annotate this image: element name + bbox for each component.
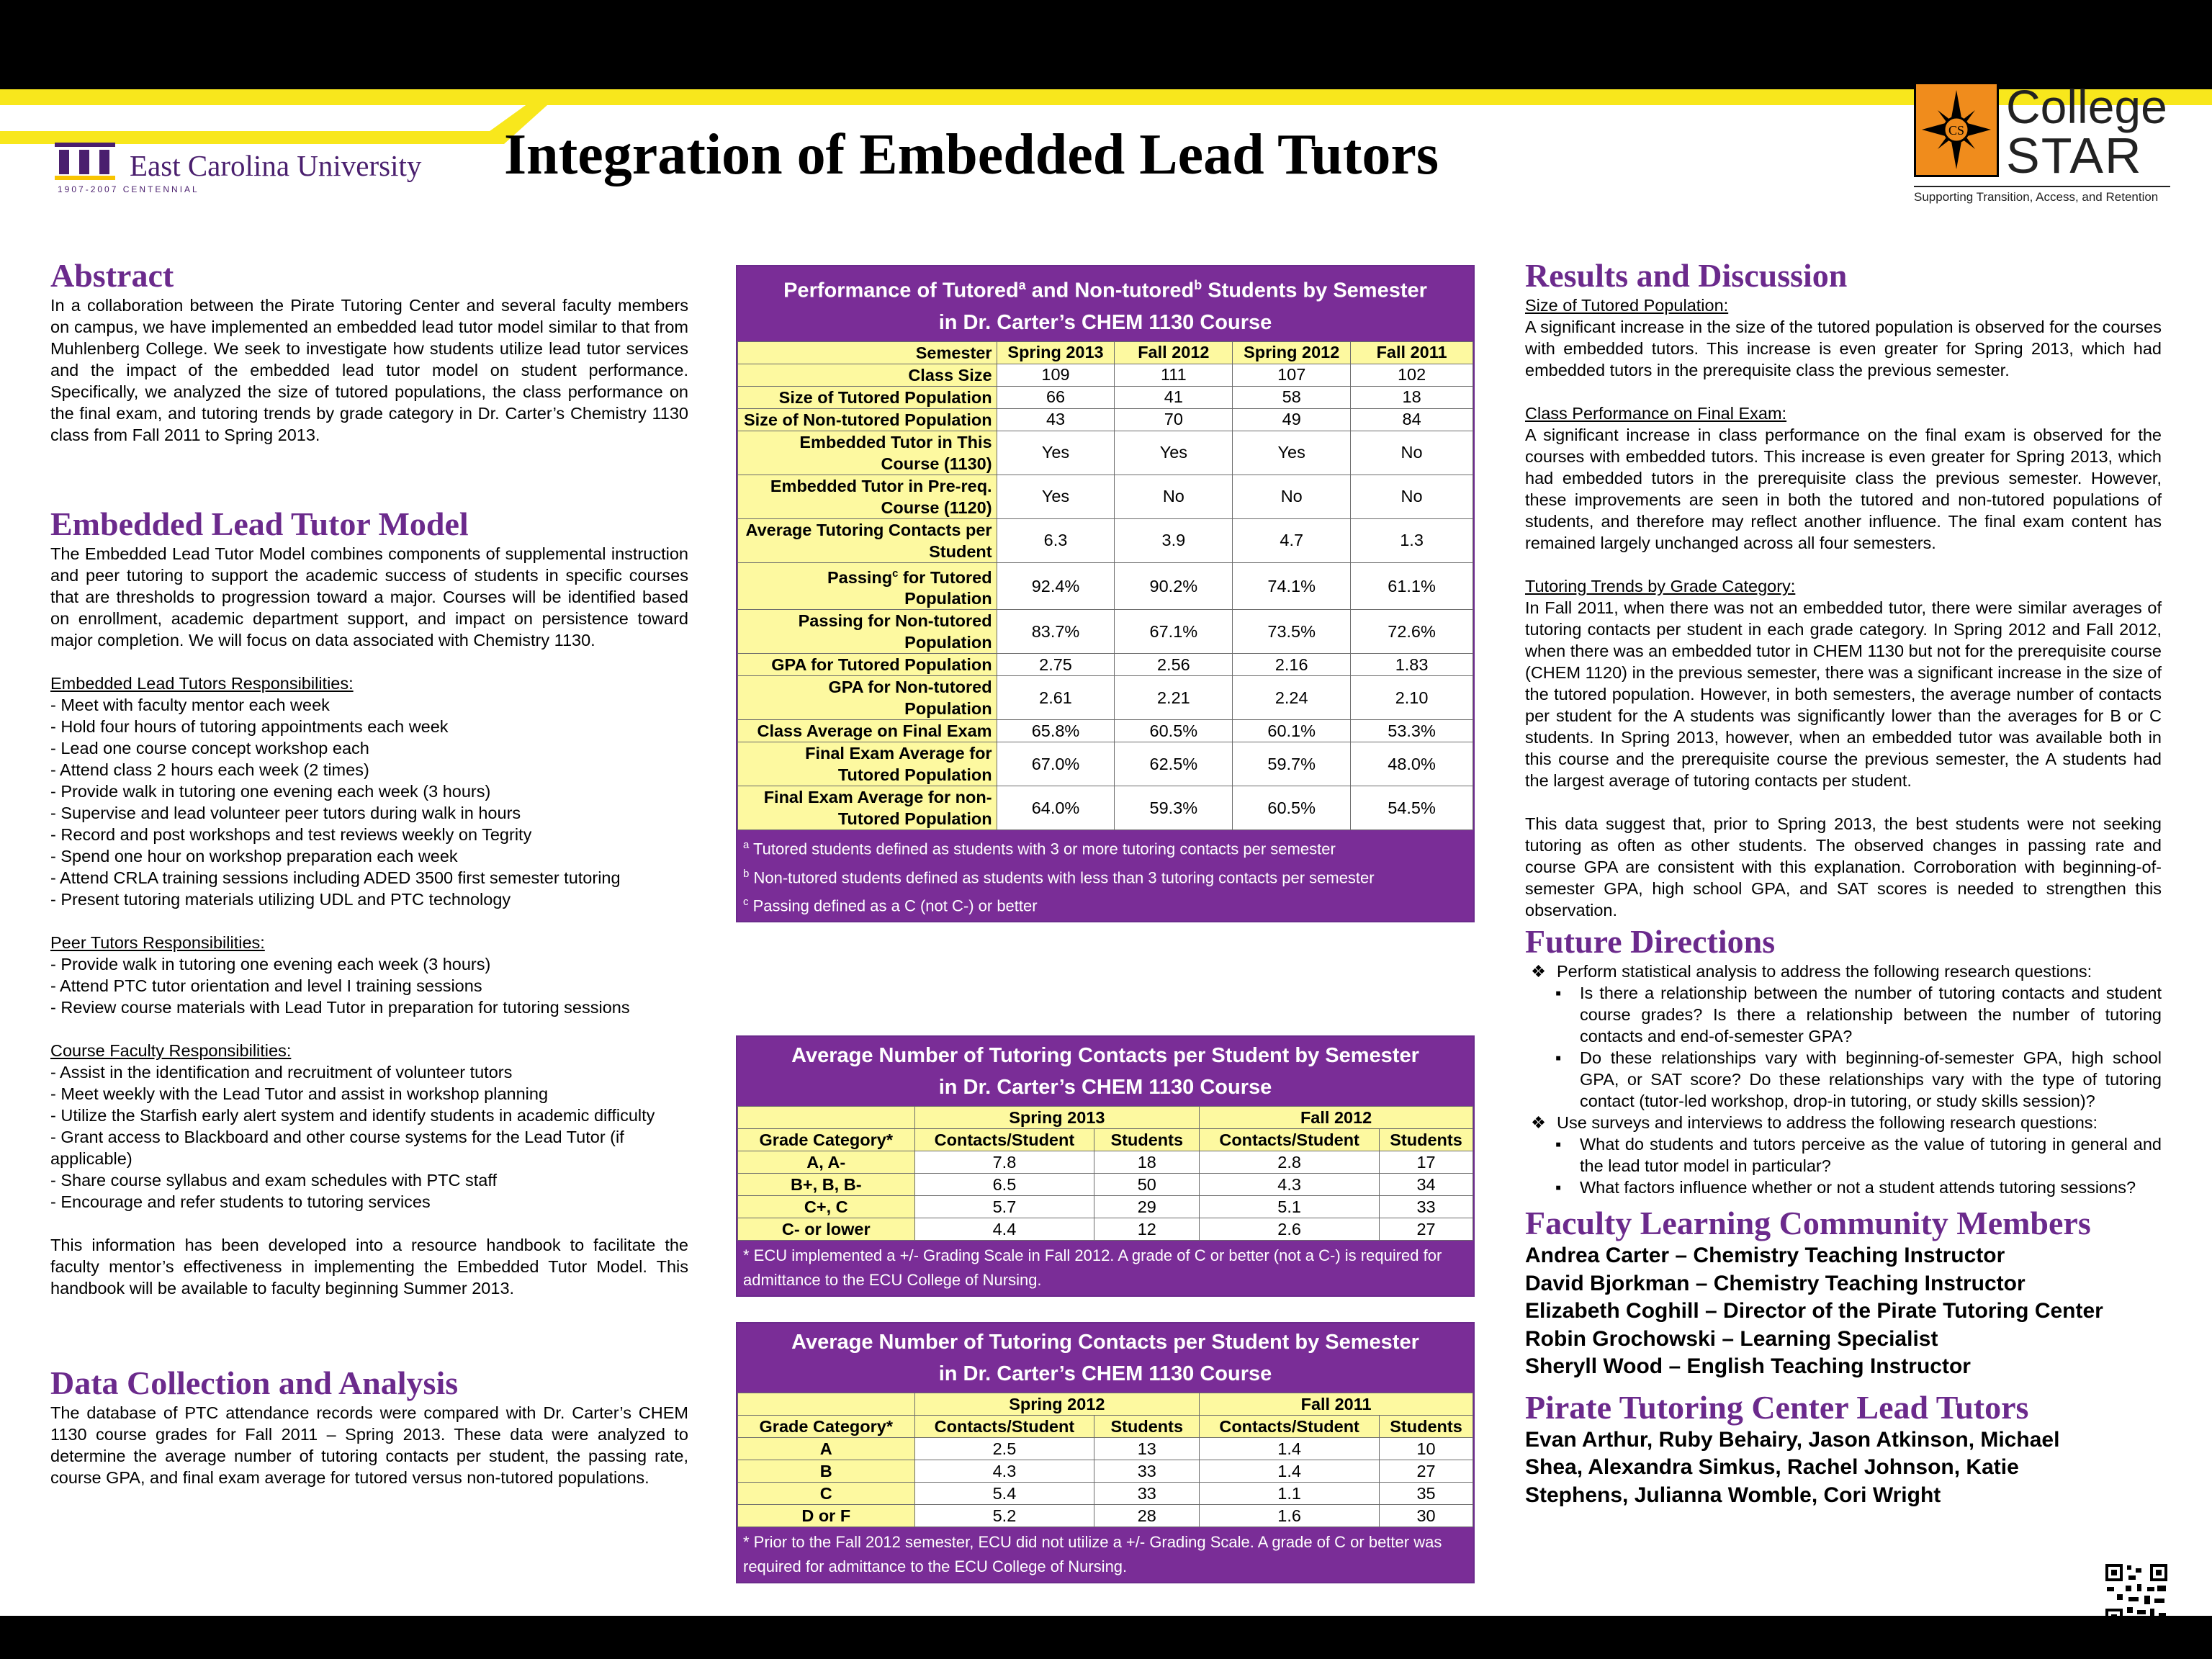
- table-row: [738, 431, 1473, 475]
- table-cell: 72.6%: [1351, 610, 1473, 654]
- footnote: $^b$ Non-tutored students defined as students with less than 3 tutoring contacts per semester: [743, 867, 1375, 887]
- row-label: Passing for Non-tutored Population: [738, 610, 997, 654]
- list-item: - Hold four hours of tutoring appointments each week: [50, 717, 449, 736]
- table-cell: 60.5%: [1233, 786, 1351, 830]
- table-cell: 60.1%: [1233, 720, 1351, 742]
- table-cell: 13: [1094, 1438, 1200, 1460]
- performance-table: [736, 265, 1475, 922]
- table-cell: 34: [1380, 1174, 1473, 1196]
- table-cell: 3.9: [1115, 518, 1233, 562]
- row-label: GPA for Tutored Population: [738, 654, 997, 676]
- table-cell: 2.61: [997, 676, 1115, 720]
- list-item: - Spend one hour on workshop preparation each week: [50, 847, 458, 866]
- subheader-row: [738, 1129, 1473, 1151]
- left-column: [50, 256, 688, 1488]
- semester-row: [738, 1393, 1473, 1416]
- table-cell: No: [1351, 475, 1473, 518]
- row-label: D or F: [738, 1505, 915, 1527]
- results-text-size: A significant increase in the size of the tutored population is observed for the courses with embedded tutors. This increase is even greater for Spring 2013, which had embedded tutors in the prerequisite class the previous semester.: [1525, 318, 2162, 379]
- header-cell: Grade Category*: [738, 1129, 915, 1151]
- row-label: Embedded Tutor in Pre-req. Course (1120): [738, 475, 997, 518]
- lead-tutors-title: Pirate Tutoring Center Lead Tutors: [1525, 1388, 2029, 1426]
- table-cell: 90.2%: [1115, 562, 1233, 610]
- header-cell: Semester: [738, 341, 997, 364]
- table-cell: 74.1%: [1233, 562, 1351, 610]
- square-bullet-icon: ▪: [1555, 1178, 1562, 1197]
- table-row: [738, 475, 1473, 518]
- list-item: - Supervise and lead volunteer peer tutors during walk in hours: [50, 804, 521, 822]
- row-label: Class Size: [738, 364, 997, 386]
- table-row: [738, 1483, 1473, 1505]
- ecu-name: East Carolina University: [130, 149, 422, 182]
- header-cell: Spring 2013: [997, 341, 1115, 364]
- table-cell: 2.5: [914, 1438, 1094, 1460]
- model-title: Embedded Lead Tutor Model: [50, 505, 469, 542]
- footnote: $^a$ Tutored students defined as students with 3 or more tutoring contacts per semester: [743, 839, 1336, 858]
- list-item: - Provide walk in tutoring one evening each week (3 hours): [50, 782, 491, 801]
- college-star-badge: [1914, 82, 1999, 177]
- table-cell: 27: [1380, 1218, 1473, 1241]
- college-star-word1: College: [2006, 80, 2167, 133]
- list-item: - Utilize the Starfish early alert system and identify students in academic difficulty: [50, 1106, 655, 1125]
- row-label: Size of Non-tutored Population: [738, 408, 997, 431]
- table-cell: 41: [1115, 386, 1233, 408]
- table-cell: 5.1: [1200, 1196, 1380, 1218]
- table-cell: 10: [1380, 1438, 1473, 1460]
- list-item: - Encourage and refer students to tutoring services: [50, 1192, 431, 1211]
- table-cell: 1.4: [1200, 1438, 1380, 1460]
- row-label: Embedded Tutor in This Course (1130): [738, 431, 997, 475]
- table-cell: 4.3: [1200, 1174, 1380, 1196]
- table-row: [738, 610, 1473, 654]
- footnote: $^c$ Passing defined as a C (not C-) or better: [743, 896, 1038, 915]
- results-text-conclusion: This data suggest that, prior to Spring 2013, the best students were not seeking tutoring as often as other students. The observed changes in passing rate and course GPA are consistent with this explanation. Corroboration with beginning-of-semester GPA, high school GPA, and SAT scores is needed to strengthen this observation.: [1525, 814, 2162, 920]
- table-cell: 73.5%: [1233, 610, 1351, 654]
- table-cell: 65.8%: [997, 720, 1115, 742]
- table-row: [738, 1505, 1473, 1527]
- table-cell: 5.2: [914, 1505, 1094, 1527]
- table-cell: 1.6: [1200, 1505, 1380, 1527]
- table-cell: 111: [1115, 364, 1233, 386]
- list-item: - Attend CRLA training sessions including ADED 3500 first semester tutoring: [50, 868, 621, 887]
- list-item: ❖ Use surveys and interviews to address the following research questions:: [1531, 1113, 2098, 1132]
- table-cell: 33: [1094, 1460, 1200, 1483]
- list-item: ▪ What do students and tutors perceive as the value of tutoring in general and the lead tutor model in particular?: [1555, 1135, 2162, 1175]
- table-row: [738, 364, 1473, 386]
- subheader-row: [738, 1416, 1473, 1438]
- table-cell: No: [1351, 431, 1473, 475]
- table-cell: 1.3: [1351, 518, 1473, 562]
- faculty-resp-list: [50, 1061, 688, 1213]
- table-cell: 2.21: [1115, 676, 1233, 720]
- table-cell: 5.7: [914, 1196, 1094, 1218]
- table-row: [738, 1438, 1473, 1460]
- row-label: GPA for Non-tutored Population: [738, 676, 997, 720]
- table-cell: Yes: [1115, 431, 1233, 475]
- peer-resp-heading: Peer Tutors Responsibilities:: [50, 933, 265, 952]
- contacts-table-2012-title: Average Number of Tutoring Contacts per Student by Semester in Dr. Carter’s CHEM 1130 Course: [737, 1323, 1473, 1393]
- header-cell: Grade Category*: [738, 1416, 915, 1438]
- table-row: [738, 518, 1473, 562]
- row-label: Passing$^c$ for Tutored Population: [738, 562, 997, 610]
- table-cell: 17: [1380, 1151, 1473, 1174]
- right-column: [1525, 256, 2162, 1509]
- abstract-text: In a collaboration between the Pirate Tutoring Center and several faculty members on campus, we have implemented an embedded lead tutor model similar to that from Muhlenberg College. We seek to investigate how students utilize lead tutor services and the impact of the embedded lead tutor model on student performance. Specifically, we analyzed the size of tutored populations, the class performance on the final exam, and tutoring trends by grade category in Dr. Carter’s Chemistry 1130 class from Fall 2011 to Spring 2013.: [50, 296, 688, 444]
- faculty-title: Faculty Learning Community Members: [1525, 1205, 2091, 1241]
- table-cell: No: [1115, 475, 1233, 518]
- table-cell: 54.5%: [1351, 786, 1473, 830]
- table-row: [738, 562, 1473, 610]
- table-cell: 2.75: [997, 654, 1115, 676]
- header-cell: Spring 2012: [1233, 341, 1351, 364]
- ecu-centennial: 1907-2007 CENTENNIAL: [58, 184, 199, 194]
- performance-table-footnotes: [737, 830, 1473, 921]
- square-bullet-icon: ▪: [1555, 984, 1562, 1002]
- row-label: Average Tutoring Contacts per Student: [738, 518, 997, 562]
- table-cell: 2.6: [1200, 1218, 1380, 1241]
- row-label: B: [738, 1460, 915, 1483]
- contacts-table-2012-footnote: * Prior to the Fall 2012 semester, ECU did not utilize a +/- Grading Scale. A grade of C or better was required for admittance to the ECU College of Nursing.: [737, 1527, 1473, 1582]
- results-text-exam: A significant increase in class performance on the final exam is observed for the courses with embedded tutors. This increase is even greater for Spring 2013, which had embedded tutors in the prerequisite class the previous semester. However, these improvements are seen in both the tutored and non-tutored populations of students, and therefore may reflect another influence. The final exam content has remained largely unchanged across all four semesters.: [1525, 426, 2162, 552]
- table-cell: 1.4: [1200, 1460, 1380, 1483]
- list-item: ▪ Is there a relationship between the number of tutoring contacts and student course grades? Is there a relationship between the number of tutoring contacts and end-of-semester GPA?: [1555, 984, 2162, 1046]
- list-item: - Present tutoring materials utilizing UDL and PTC technology: [50, 890, 511, 909]
- header-cell: Students: [1380, 1416, 1473, 1438]
- list-item: ❖ Perform statistical analysis to address the following research questions:: [1531, 962, 2092, 981]
- table-cell: 33: [1094, 1483, 1200, 1505]
- list-item: - Provide walk in tutoring one evening each week (3 hours): [50, 955, 491, 974]
- tutor-line: Evan Arthur, Ruby Behairy, Jason Atkinson, Michael: [1525, 1427, 2060, 1452]
- square-bullet-icon: ▪: [1555, 1048, 1562, 1067]
- table-cell: 83.7%: [997, 610, 1115, 654]
- table-row: [738, 676, 1473, 720]
- list-item: - Share course syllabus and exam schedules with PTC staff: [50, 1171, 497, 1190]
- table-cell: 27: [1380, 1460, 1473, 1483]
- table-cell: 6.5: [914, 1174, 1094, 1196]
- table-cell: 28: [1094, 1505, 1200, 1527]
- table-row: [738, 1151, 1473, 1174]
- list-item: - Lead one course concept workshop each: [50, 739, 369, 757]
- table-cell: 64.0%: [997, 786, 1115, 830]
- table-cell: Yes: [1233, 431, 1351, 475]
- header-cell: Students: [1380, 1129, 1473, 1151]
- results-title: Results and Discussion: [1525, 257, 1848, 294]
- row-label: Final Exam Average for Tutored Population: [738, 742, 997, 786]
- list-item: - Grant access to Blackboard and other course systems for the Lead Tutor (if applicable): [50, 1128, 624, 1168]
- table-cell: 48.0%: [1351, 742, 1473, 786]
- performance-table-title: Performance of Tutored$^a$ and Non-tutored$^b$ Students by Semester in Dr. Carter’s CHEM 1130 Course: [737, 266, 1473, 341]
- peer-resp-list: [50, 953, 688, 1018]
- faculty-resp-heading: Course Faculty Responsibilities:: [50, 1041, 292, 1060]
- table-cell: 1.1: [1200, 1483, 1380, 1505]
- page-title: Integration of Embedded Lead Tutors: [504, 123, 1439, 186]
- table-cell: 60.5%: [1115, 720, 1233, 742]
- header-cell: Contacts/Student: [914, 1416, 1094, 1438]
- table-cell: 53.3%: [1351, 720, 1473, 742]
- table-cell: 43: [997, 408, 1115, 431]
- table-cell: 70: [1115, 408, 1233, 431]
- table-cell: 5.4: [914, 1483, 1094, 1505]
- table-cell: 6.3: [997, 518, 1115, 562]
- table-cell: 67.1%: [1115, 610, 1233, 654]
- results-text-trends: In Fall 2011, when there was not an embedded tutor, there were similar averages of tutoring contacts per student in each grade category. In Spring 2012 and Fall 2012, when there was an embedded tutor in CHEM 1130 but not for the prerequisite course (CHEM 1120) in the previous semester, there was a significant increase in the size of the tutored population. However, in both semesters, the average number of contacts per student for the A students was significantly lower than the averages for B or C students. In Spring 2013, however, when an embedded tutor was available both in this course and the prerequisite course the previous semester, the A students had the largest average of tutoring contacts per student.: [1525, 598, 2162, 790]
- cs-badge-text: CS: [1948, 123, 1965, 138]
- member: Andrea Carter – Chemistry Teaching Instructor: [1525, 1244, 2005, 1267]
- table-cell: 18: [1094, 1151, 1200, 1174]
- data-collection-title: Data Collection and Analysis: [50, 1364, 459, 1401]
- table-cell: 107: [1233, 364, 1351, 386]
- semester-row: [738, 1107, 1473, 1129]
- faculty-members: [1525, 1242, 2162, 1381]
- results-heading-size: Size of Tutored Population:: [1525, 296, 1729, 315]
- tutor-line: Stephens, Julianna Womble, Cori Wright: [1525, 1483, 1941, 1507]
- bottom-black-bar: [0, 1616, 2212, 1659]
- header-cell: Contacts/Student: [914, 1129, 1094, 1151]
- table-cell: No: [1233, 475, 1351, 518]
- table-row: [738, 786, 1473, 830]
- college-star-word2: STAR: [2006, 127, 2143, 184]
- list-item: - Review course materials with Lead Tutor in preparation for tutoring sessions: [50, 998, 630, 1017]
- square-bullet-icon: ▪: [1555, 1135, 1562, 1154]
- table-cell: 102: [1351, 364, 1473, 386]
- college-star-tagline: Supporting Transition, Access, and Retention: [1914, 186, 2170, 204]
- table-cell: 59.3%: [1115, 786, 1233, 830]
- model-closing: This information has been developed into a resource handbook to facilitate the faculty mentor’s effectiveness in implementing the Embedded Tutor Model. This handbook will be available to faculty beginning Summer 2013.: [50, 1236, 688, 1298]
- table-cell: Yes: [997, 475, 1115, 518]
- data-collection-text: The database of PTC attendance records were compared with Dr. Carter’s CHEM 1130 course grades for Fall 2011 – Spring 2013. These data were analyzed to determine the average number of tutoring contacts per student, the passing rate, course GPA, and final exam average for tutored versus non-tutored populations.: [50, 1403, 688, 1487]
- semester-cell: Spring 2012: [914, 1393, 1200, 1416]
- member: Sheryll Wood – English Teaching Instructor: [1525, 1354, 1971, 1378]
- header-cell: Students: [1094, 1129, 1200, 1151]
- table-cell: 62.5%: [1115, 742, 1233, 786]
- table-cell: 67.0%: [997, 742, 1115, 786]
- table-header-row: [738, 341, 1473, 364]
- contacts-table-2013: [736, 1035, 1475, 1297]
- table-cell: 49: [1233, 408, 1351, 431]
- model-intro: The Embedded Lead Tutor Model combines components of supplemental instruction and peer tutoring to support the academic success of students in specific courses that are thresholds to progression toward a major. Courses will be identified based on enrollment, academic department support, and impact on persistence toward major completion. We will focus on data associated with Chemistry 1130.: [50, 544, 688, 649]
- row-label: Final Exam Average for non-Tutored Population: [738, 786, 997, 830]
- table-cell: 7.8: [914, 1151, 1094, 1174]
- member: Elizabeth Coghill – Director of the Pirate Tutoring Center: [1525, 1299, 2103, 1323]
- table-row: [738, 1174, 1473, 1196]
- member: Robin Grochowski – Learning Specialist: [1525, 1326, 1938, 1351]
- table-cell: 4.7: [1233, 518, 1351, 562]
- table-row: [738, 742, 1473, 786]
- table-row: [738, 386, 1473, 408]
- results-heading-exam: Class Performance on Final Exam:: [1525, 404, 1787, 423]
- semester-cell: Spring 2013: [914, 1107, 1200, 1129]
- row-label: A: [738, 1438, 915, 1460]
- list-item: ▪ Do these relationships vary with beginning-of-semester GPA, high school GPA, or SAT score? Do these relationships vary with the type of tutoring contact (tutor-led workshop, drop-in tutoring, or study skills session)?: [1555, 1048, 2162, 1110]
- row-label: C- or lower: [738, 1218, 915, 1241]
- table-row: [738, 1218, 1473, 1241]
- contacts-table-2013-footnote: * ECU implemented a +/- Grading Scale in Fall 2012. A grade of C or better (not a C-) is required for admittance to the ECU College of Nursing.: [737, 1241, 1473, 1295]
- diamond-bullet-icon: ❖: [1531, 1113, 1547, 1132]
- table-cell: 59.7%: [1233, 742, 1351, 786]
- lead-tutors-list: [1525, 1426, 2162, 1510]
- header-cell: Fall 2012: [1115, 341, 1233, 364]
- header-cell: Contacts/Student: [1200, 1416, 1380, 1438]
- star-compass-icon: [1916, 84, 1997, 175]
- table-cell: 4.4: [914, 1218, 1094, 1241]
- table-cell: Yes: [997, 431, 1115, 475]
- diamond-bullet-icon: ❖: [1531, 962, 1547, 981]
- semester-cell: Fall 2011: [1200, 1393, 1473, 1416]
- lead-resp-heading: Embedded Lead Tutors Responsibilities:: [50, 674, 354, 693]
- table-cell: 109: [997, 364, 1115, 386]
- list-item: - Meet with faculty mentor each week: [50, 696, 330, 714]
- table-cell: 35: [1380, 1483, 1473, 1505]
- table-cell: 30: [1380, 1505, 1473, 1527]
- table-cell: 2.10: [1351, 676, 1473, 720]
- row-label: C: [738, 1483, 915, 1505]
- table-cell: 4.3: [914, 1460, 1094, 1483]
- table-row: [738, 720, 1473, 742]
- table-cell: 33: [1380, 1196, 1473, 1218]
- table-cell: 92.4%: [997, 562, 1115, 610]
- table-cell: 12: [1094, 1218, 1200, 1241]
- row-label: Class Average on Final Exam: [738, 720, 997, 742]
- row-label: C+, C: [738, 1196, 915, 1218]
- table-cell: 2.24: [1233, 676, 1351, 720]
- list-item: - Attend class 2 hours each week (2 times): [50, 760, 369, 779]
- table-cell: 29: [1094, 1196, 1200, 1218]
- table-cell: 2.16: [1233, 654, 1351, 676]
- abstract-title: Abstract: [50, 257, 174, 294]
- member: David Bjorkman – Chemistry Teaching Instructor: [1525, 1271, 2026, 1295]
- semester-cell: Fall 2012: [1200, 1107, 1473, 1129]
- row-label: A, A-: [738, 1151, 915, 1174]
- list-item: ▪ What factors influence whether or not a student attends tutoring sessions?: [1555, 1178, 2136, 1197]
- table-cell: 18: [1351, 386, 1473, 408]
- header-cell: Students: [1094, 1416, 1200, 1438]
- table-cell: 2.56: [1115, 654, 1233, 676]
- header-cell: Contacts/Student: [1200, 1129, 1380, 1151]
- table-row: [738, 1460, 1473, 1483]
- header-cell: Fall 2011: [1351, 341, 1473, 364]
- row-label: B+, B, B-: [738, 1174, 915, 1196]
- table-cell: 2.8: [1200, 1151, 1380, 1174]
- table-cell: 84: [1351, 408, 1473, 431]
- table-cell: 1.83: [1351, 654, 1473, 676]
- table-cell: 66: [997, 386, 1115, 408]
- table-row: [738, 654, 1473, 676]
- lead-resp-list: [50, 694, 688, 910]
- contacts-table-2013-title: Average Number of Tutoring Contacts per Student by Semester in Dr. Carter’s CHEM 1130 Course: [737, 1037, 1473, 1106]
- future-list: [1525, 961, 2162, 1198]
- results-heading-trends: Tutoring Trends by Grade Category:: [1525, 577, 1796, 595]
- list-item: - Attend PTC tutor orientation and level I training sessions: [50, 976, 482, 995]
- contacts-table-2012: [736, 1322, 1475, 1583]
- table-cell: 58: [1233, 386, 1351, 408]
- list-item: - Record and post workshops and test reviews weekly on Tegrity: [50, 825, 532, 844]
- list-item: - Meet weekly with the Lead Tutor and assist in workshop planning: [50, 1084, 549, 1103]
- list-item: - Assist in the identification and recruitment of volunteer tutors: [50, 1063, 513, 1082]
- table-cell: 50: [1094, 1174, 1200, 1196]
- table-row: [738, 408, 1473, 431]
- row-label: Size of Tutored Population: [738, 386, 997, 408]
- future-title: Future Directions: [1525, 923, 1776, 960]
- table-row: [738, 1196, 1473, 1218]
- tutor-line: Shea, Alexandra Simkus, Rachel Johnson, Katie: [1525, 1455, 2019, 1479]
- table-cell: 61.1%: [1351, 562, 1473, 610]
